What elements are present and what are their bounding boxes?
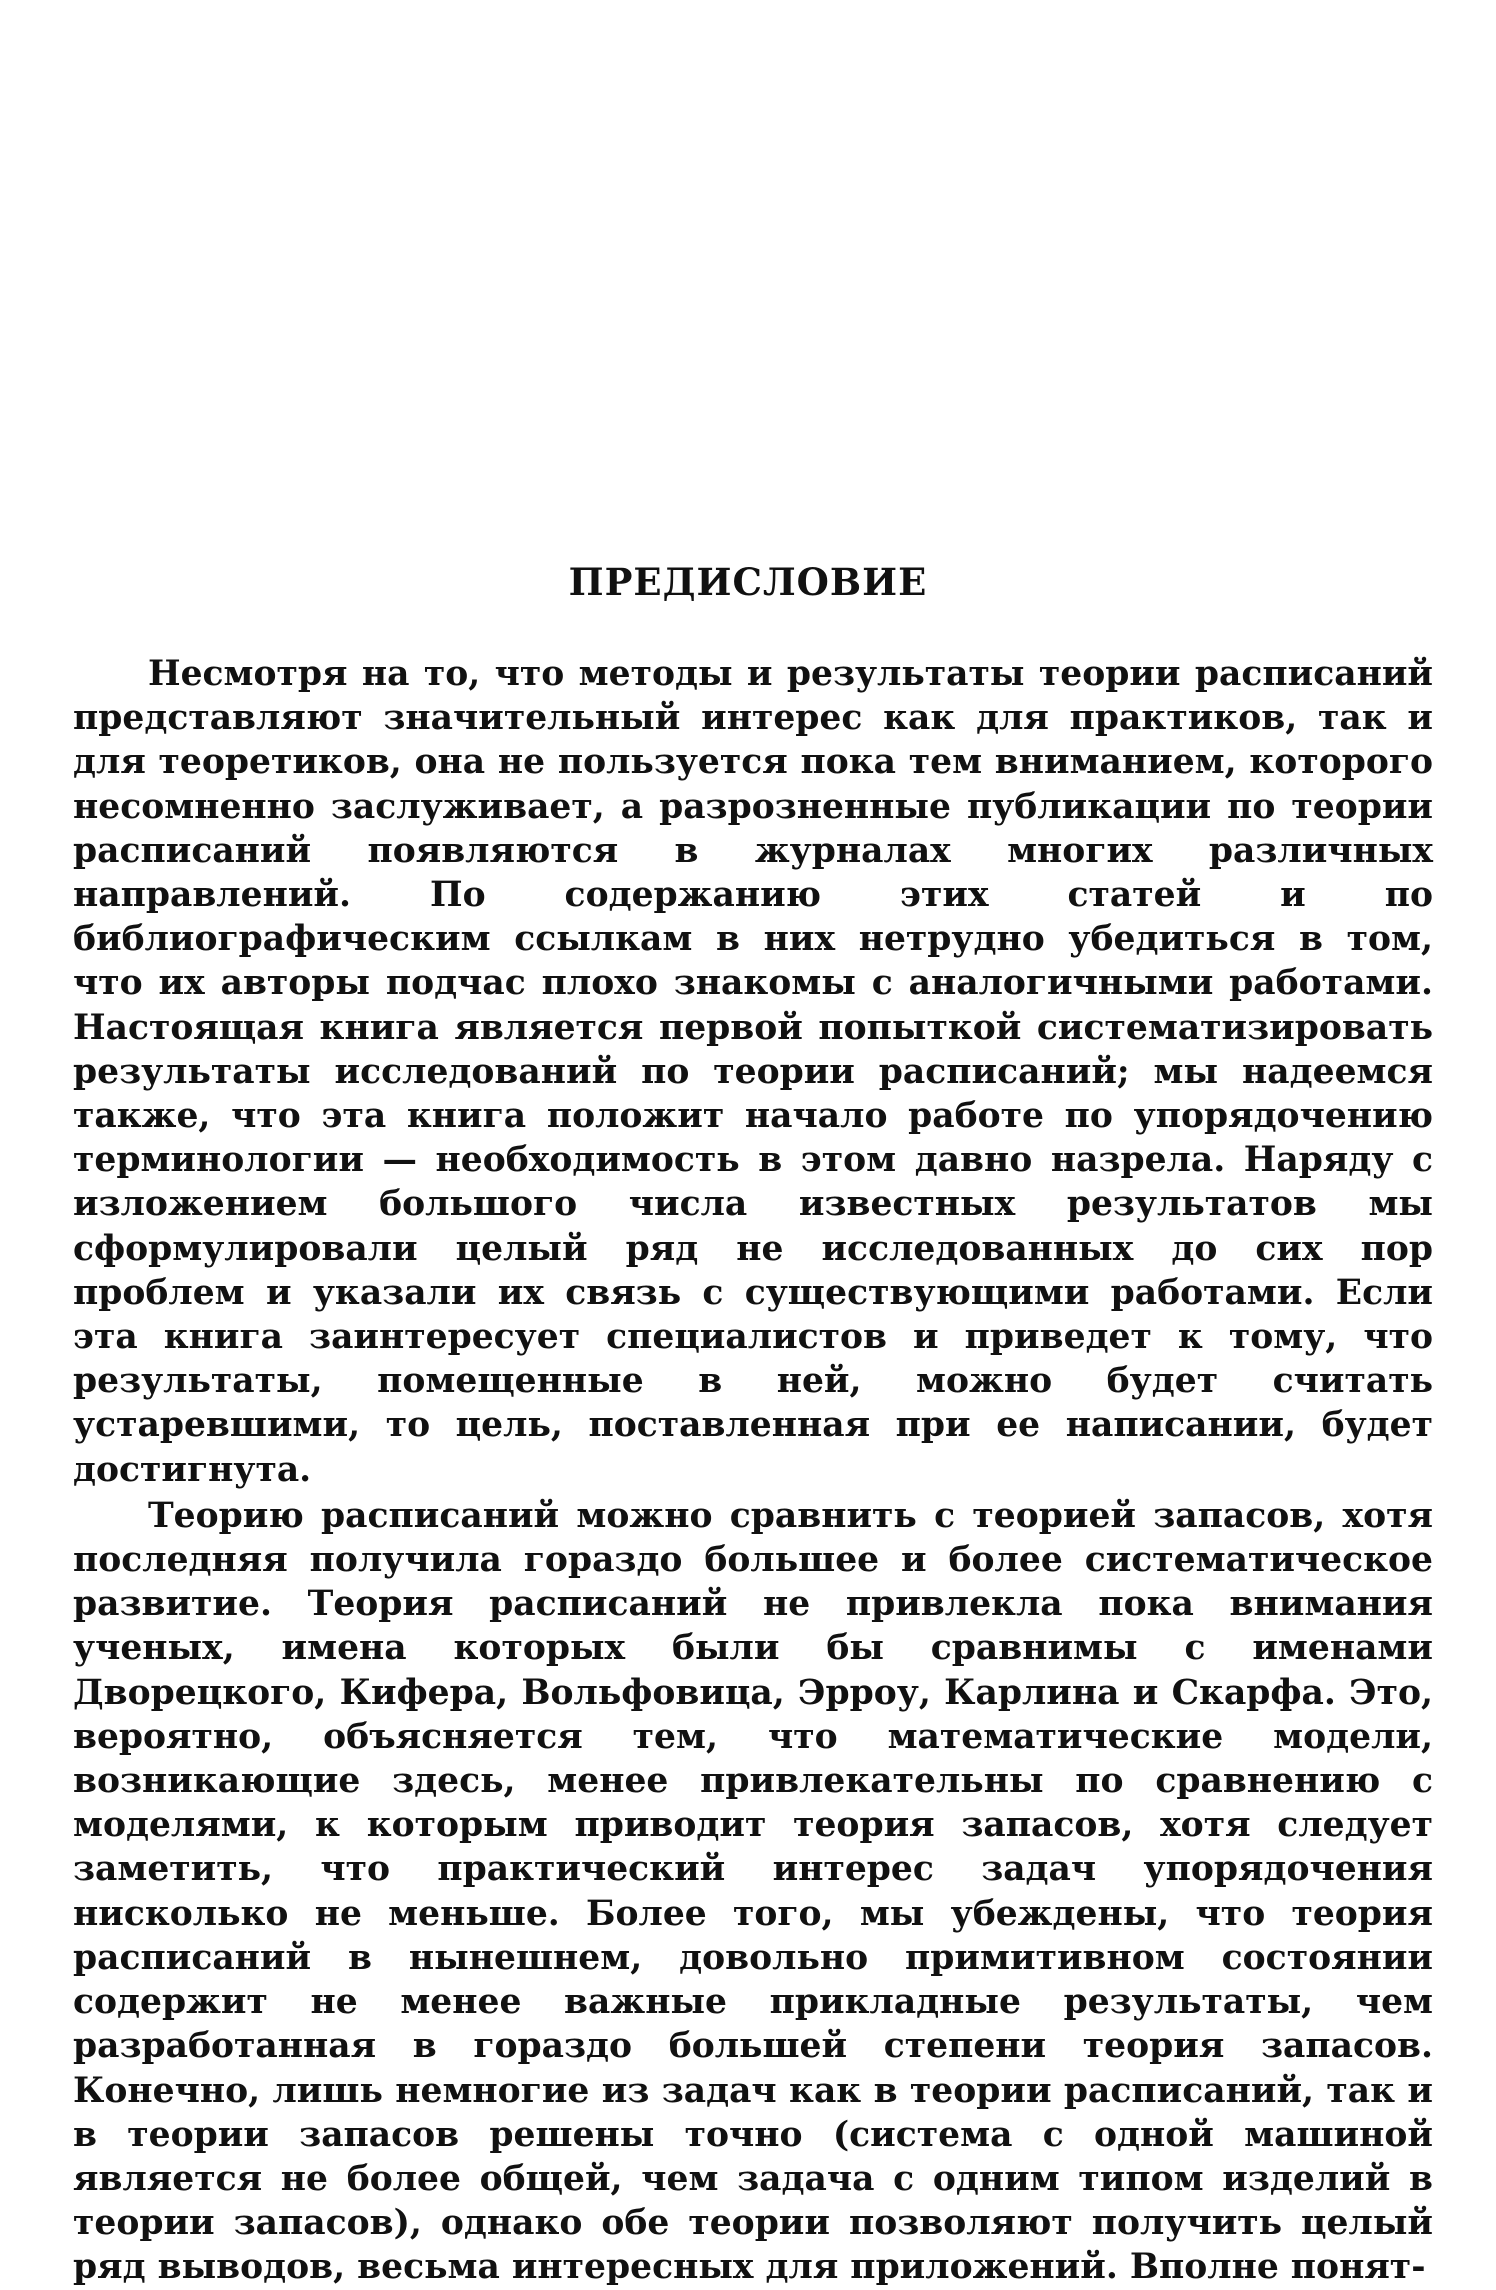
paragraph-2: Теорию расписаний можно сравнить с теорией запасов, хотя последняя получила гораздо большее и более систематическое развитие. Теория расписаний не привлекла пока внимания ученых, имена которых были бы сравнимы с именами Дворецкого, Кифера, Вольфовица, Эрроу, Карлина и Скарфа. Это, вероятно, объясняется тем, что математические модели, возникающие здесь, менее привлекательны по сравнению с моделями, к которым приводит теория запасов, хотя следует заметить, что практический интерес задач упорядочения нисколько не меньше. Более того, мы убеждены, что теория расписаний в нынешнем, довольно примитивном состоянии содержит не менее важные прикладные результаты, чем разработанная в гораздо большей степени теория запасов. Конечно, лишь немногие из задач как в теории расписаний, так и в теории запасов решены точно (система с одной машиной является не более общей, чем задача с одним типом изделий в теории запасов), однако обе теории позволяют получить целый ряд выводов, весьма интересных для приложений. Вполне понят- [73, 1495, 1433, 2288]
paragraph-1: Несмотря на то, что методы и результаты теории расписаний представляют значительный интерес как для практиков, так и для теоретиков, она не пользуется пока тем вниманием, которого несомненно заслуживает, а разрозненные публикации по теории расписаний появляются в журналах многих различных направлений. По содержанию этих статей и по библиографическим ссылкам в них нетрудно убедиться в том, что их авторы подчас плохо знакомы с аналогичными работами. Настоящая книга является первой попыткой систематизировать результаты исследований по теории расписаний; мы надеемся также, что эта книга положит начало работе по упорядочению терминологии — необходимость в этом давно назрела. Наряду с изложением большого числа известных результатов мы сформулировали целый ряд не исследованных до сих пор проблем и указали их связь с существующими работами. Если эта книга заинтересует специалистов и приведет к тому, что результаты, помещенные в ней, можно будет считать устаревшими, то цель, поставленная при ее написании, будет достигнута. [73, 654, 1433, 1490]
page-title: ПРЕДИСЛОВИЕ [568, 560, 928, 604]
body-text [73, 652, 1433, 2290]
